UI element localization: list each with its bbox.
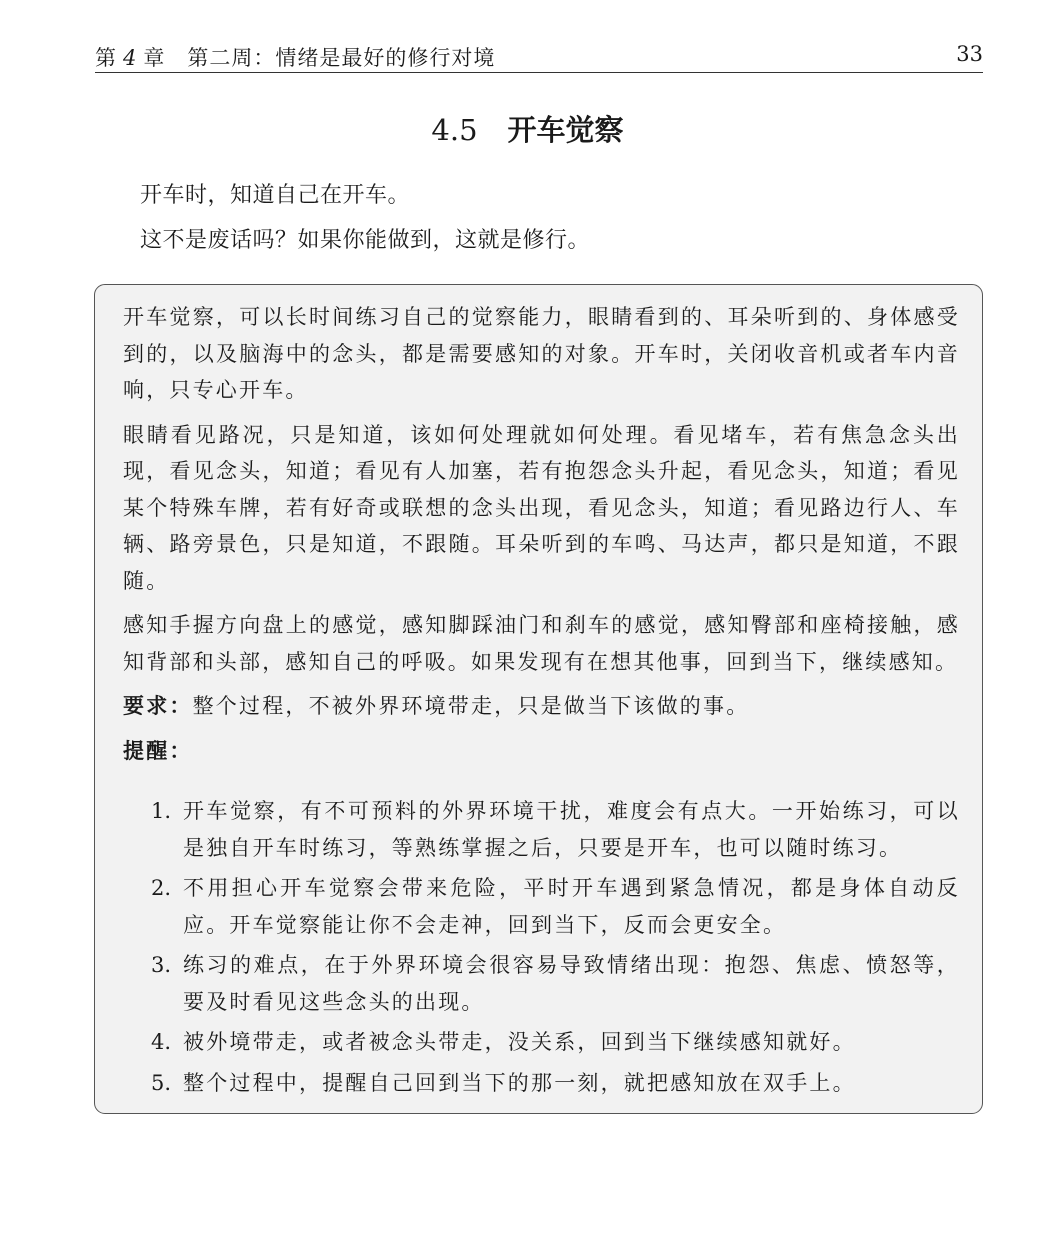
intro-text	[140, 184, 590, 274]
box-paragraph: 感知手握方向盘上的感觉，感知脚踩油门和刹车的感觉，感知臀部和座椅接触，感知背部和头部，感知自己的呼吸。如果发现有在想其他事，回到当下，继续感知。	[123, 613, 960, 674]
running-header	[95, 40, 983, 73]
list-item-text: 被外境带走，或者被念头带走，没关系，回到当下继续感知就好。	[183, 1030, 856, 1054]
box-paragraph: 眼睛看见路况，只是知道，该如何处理就如何处理。看见堵车，若有焦急念头出现，看见念头，知道；看见有人加塞，若有抱怨念头升起，看见念头，知道；看见某个特殊车牌，若有好奇或联想的念头出现，看见念头，知道；看见路边行人、车辆、路旁景色，只是知道，不跟随。耳朵听到的车鸣、马达声，都只是知道，不跟随。	[123, 422, 960, 593]
chapter-title: 第二周：情绪是最好的修行对境	[187, 46, 496, 70]
list-item	[151, 793, 960, 866]
list-marker: 2.	[151, 876, 172, 900]
intro-line: 开车时，知道自己在开车。	[140, 183, 411, 208]
list-item	[151, 947, 960, 1020]
requirement-label: 要求：	[123, 694, 193, 718]
chapter-number: 4	[123, 46, 138, 70]
reminder-heading	[123, 733, 960, 770]
list-marker: 4.	[151, 1030, 172, 1054]
requirement	[123, 688, 960, 725]
intro-line: 这不是废话吗？如果你能做到，这就是修行。	[140, 228, 591, 253]
reminder-label: 提醒：	[123, 738, 193, 763]
box-paragraph: 开车觉察，可以长时间练习自己的觉察能力，眼睛看到的、耳朵听到的、身体感受到的，以及脑海中的念头，都是需要感知的对象。开车时，关闭收音机或者车内音响，只专心开车。	[123, 305, 960, 402]
list-item-text: 练习的难点，在于外界环境会很容易导致情绪出现：抱怨、焦虑、愤怒等，要及时看见这些念头的出现。	[183, 953, 960, 1014]
list-marker: 5.	[151, 1070, 172, 1095]
list-item	[151, 1024, 960, 1061]
chapter-suffix: 章	[143, 46, 166, 70]
list-item	[151, 1065, 960, 1102]
section-title	[0, 108, 1055, 149]
reminder-list	[123, 793, 960, 1101]
chapter-prefix: 第	[95, 46, 117, 70]
list-item-text: 开车觉察，有不可预料的外界环境干扰，难度会有点大。一开始练习，可以是独自开车时练习，等熟练掌握之后，只要是开车，也可以随时练习。	[183, 799, 960, 860]
requirement-text: 整个过程，不被外界环境带走，只是做当下该做的事。	[192, 694, 750, 718]
section-name: 开车觉察	[507, 113, 624, 147]
list-marker: 3.	[151, 953, 172, 977]
list-item-text: 不用担心开车觉察会带来危险，平时开车遇到紧急情况，都是身体自动反应。开车觉察能让你不会走神，回到当下，反而会更安全。	[183, 876, 960, 937]
list-item	[151, 870, 960, 943]
list-marker: 1.	[151, 799, 172, 823]
section-number: 4.5	[431, 113, 478, 147]
page-number: 33	[956, 42, 983, 66]
list-item-text: 整个过程中，提醒自己回到当下的那一刻，就把感知放在双手上。	[183, 1070, 856, 1095]
practice-box	[94, 284, 983, 1114]
chapter-heading	[95, 42, 495, 72]
